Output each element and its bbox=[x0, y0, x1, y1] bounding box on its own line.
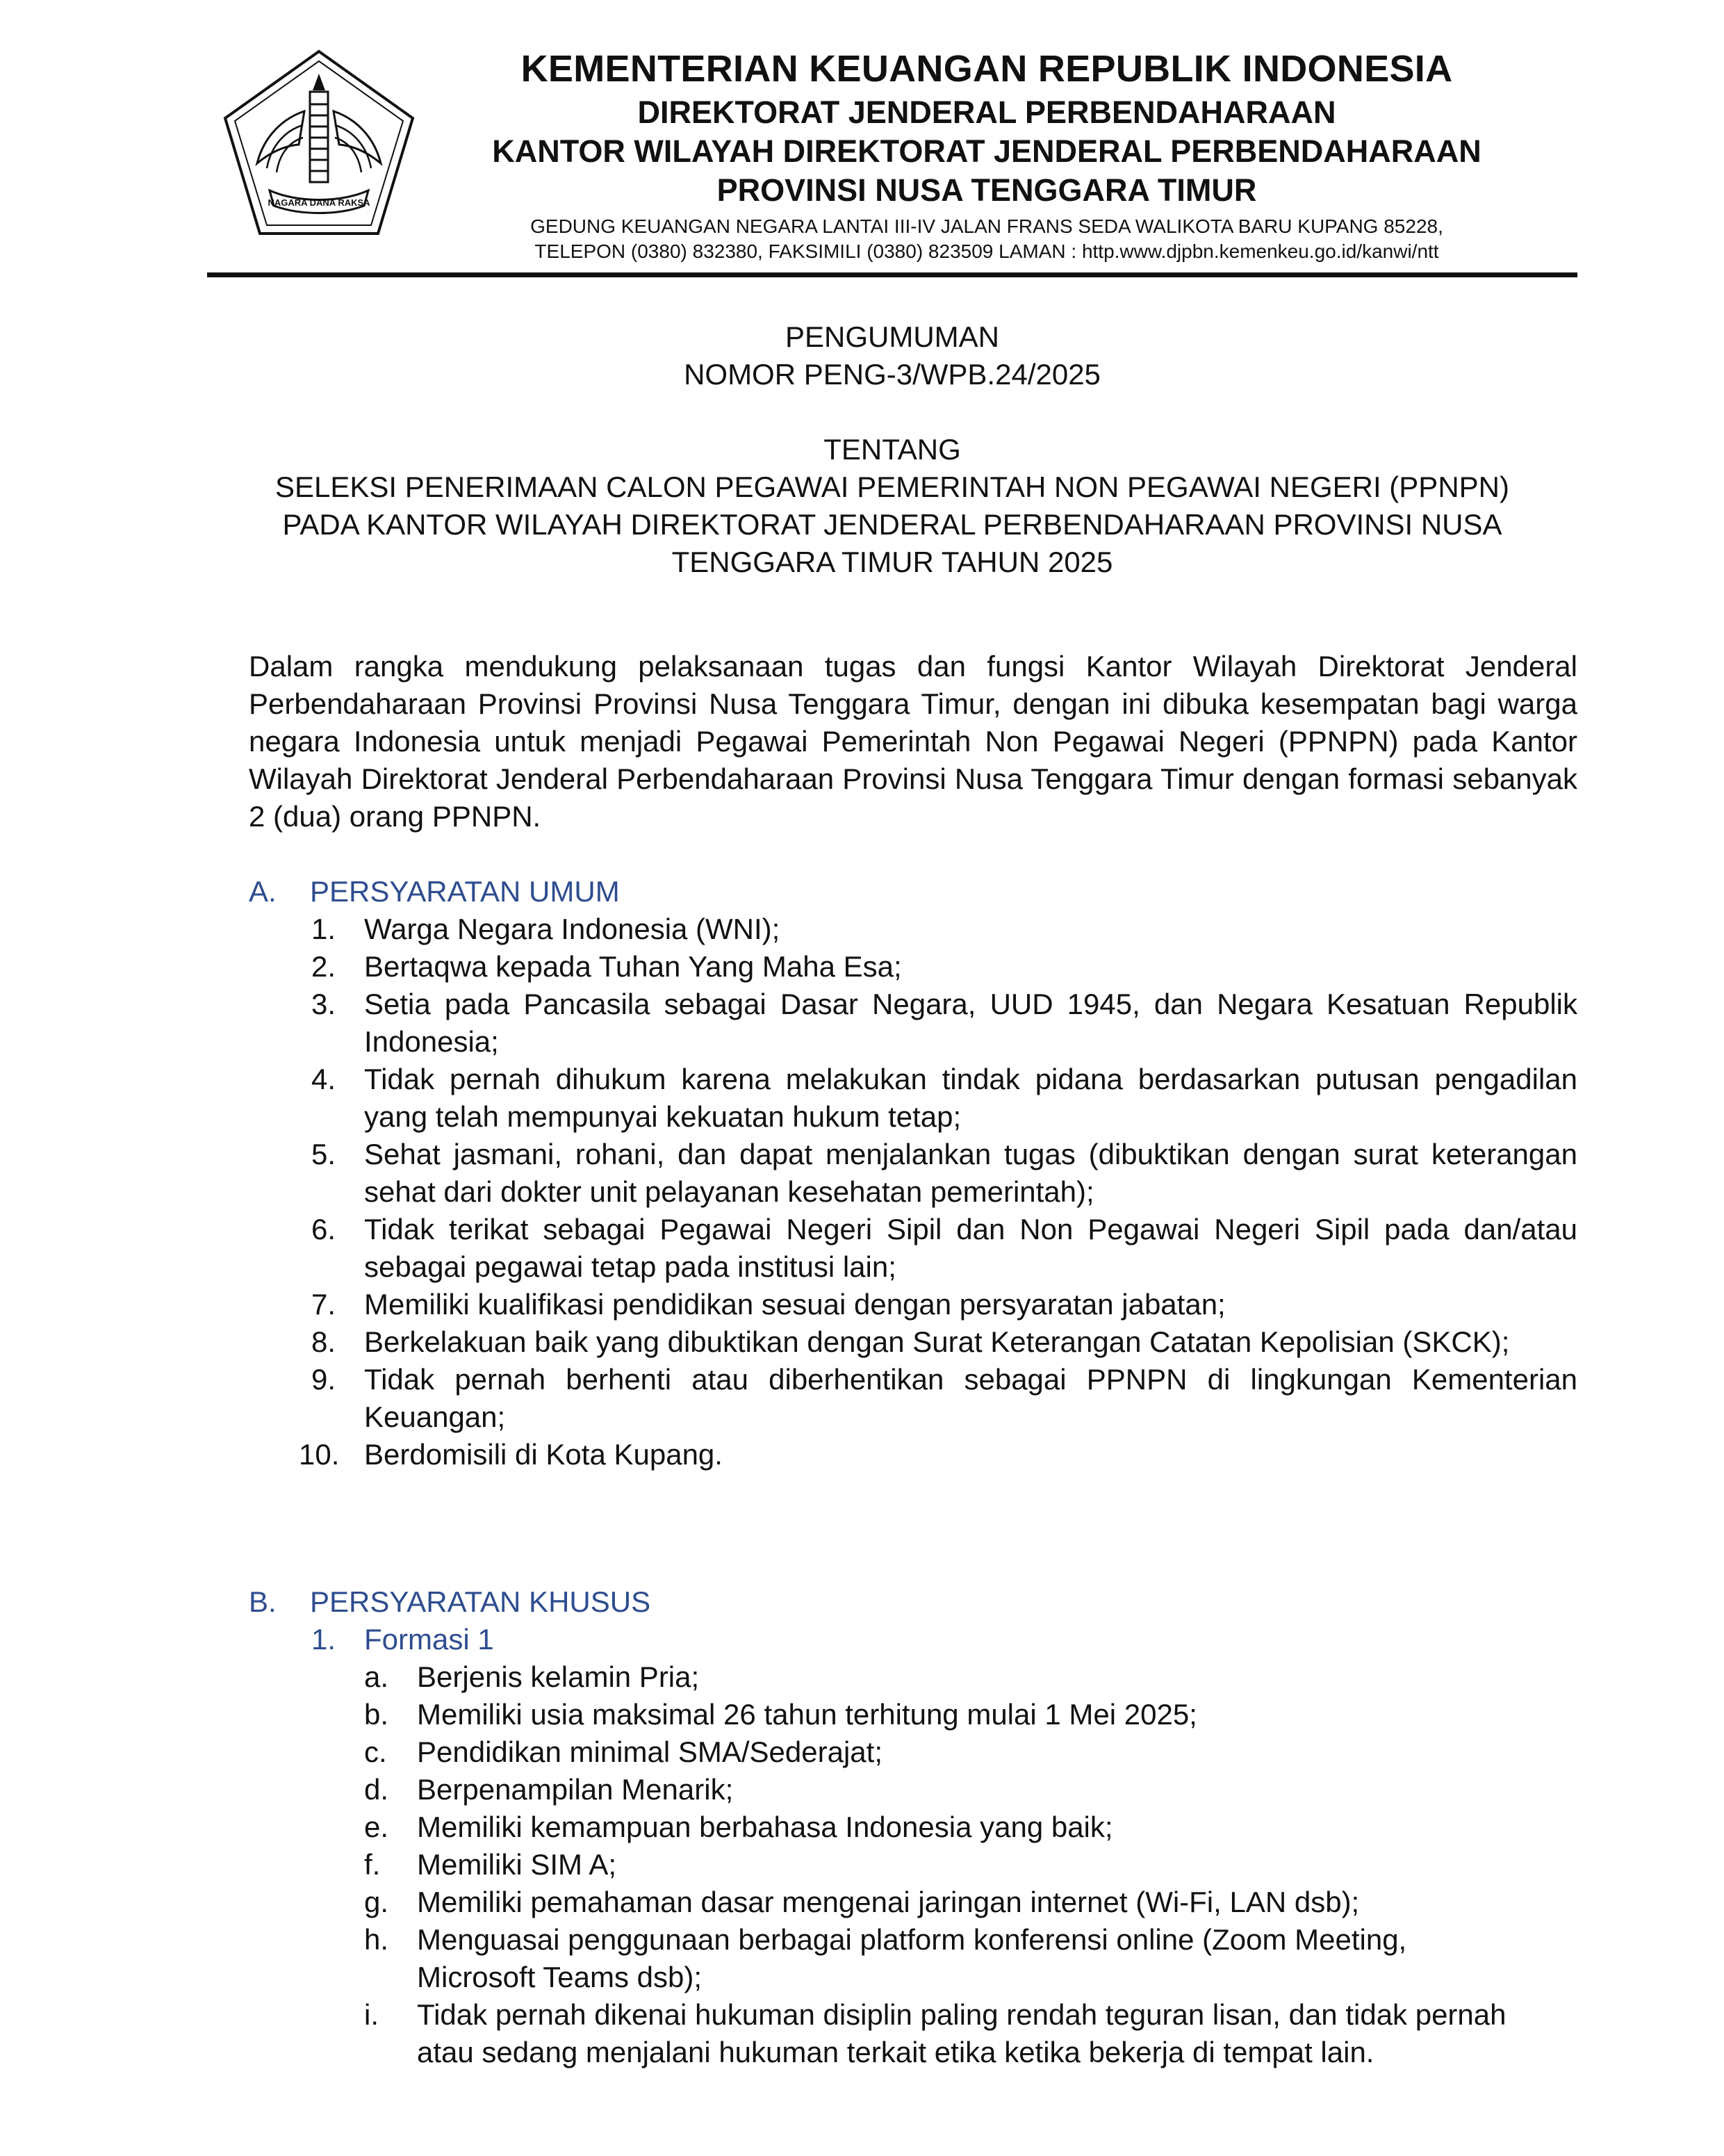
subject-line-3: TENGGARA TIMUR TAHUN 2025 bbox=[671, 546, 1113, 578]
formasi-1-heading: 1. Formasi 1 bbox=[311, 1623, 494, 1656]
subject-line-1: SELEKSI PENERIMAAN CALON PEGAWAI PEMERINTAH NON PEGAWAI NEGERI (PPNPN) bbox=[275, 471, 1509, 503]
list-item: 4. Tidak pernah dihukum karena melakukan tindak pidana berdasarkan putusan pengadilan yang telah mempunyai kekuatan hukum tetap; bbox=[311, 1063, 1577, 1133]
letterhead bbox=[431, 44, 1543, 264]
list-item: 1. Warga Negara Indonesia (WNI); bbox=[311, 913, 780, 945]
announcement-header bbox=[207, 318, 1577, 393]
section-b-heading bbox=[249, 1583, 650, 1621]
svg-text:NAGARA DANA RAKSA: NAGARA DANA RAKSA bbox=[268, 197, 370, 208]
address-line-2: TELEPON (0380) 832380, FAKSIMILI (0380) 823509 LAMAN : http.www.djpbn.kemenkeu.go.id/kanwi/ntt bbox=[534, 240, 1439, 262]
announcement-subject bbox=[207, 431, 1577, 581]
office-name: KANTOR WILAYAH DIREKTORAT JENDERAL PERBENDAHARAAN bbox=[492, 133, 1481, 169]
list-item: c. Pendidikan minimal SMA/Sederajat; bbox=[364, 1736, 882, 1768]
list-item: e. Memiliki kemampuan berbahasa Indonesia yang baik; bbox=[364, 1811, 1113, 1843]
subject-about: TENTANG bbox=[823, 433, 961, 466]
list-item: 9. Tidak pernah berhenti atau diberhentikan sebagai PPNPN di lingkungan Kementerian Keuangan; bbox=[311, 1363, 1577, 1433]
letterhead-divider bbox=[207, 272, 1577, 277]
list-item: 7. Memiliki kualifikasi pendidikan sesuai dengan persyaratan jabatan; bbox=[311, 1288, 1226, 1321]
section-b-title: PERSYARATAN KHUSUS bbox=[310, 1585, 651, 1618]
ministry-name: KEMENTERIAN KEUANGAN REPUBLIK INDONESIA bbox=[520, 48, 1453, 90]
list-item: h. Menguasai penggunaan berbagai platform konferensi online (Zoom Meeting, Microsoft Teams dsb); bbox=[364, 1923, 1407, 1993]
list-item: 10. Berdomisili di Kota Kupang. bbox=[299, 1438, 723, 1471]
section-b-marker: B. bbox=[249, 1585, 277, 1618]
list-item: 3. Setia pada Pancasila sebagai Dasar Negara, UUD 1945, dan Negara Kesatuan Republik Indonesia; bbox=[311, 988, 1577, 1058]
list-item: f. Memiliki SIM A; bbox=[364, 1848, 617, 1881]
section-a-heading bbox=[249, 873, 620, 910]
list-item: 5. Sehat jasmani, rohani, dan dapat menjalankan tugas (dibuktikan dengan surat keterangan sehat dari dokter unit pelayanan kesehatan pemerintah); bbox=[311, 1138, 1577, 1208]
list-item: i. Tidak pernah dikenai hukuman disiplin paling rendah teguran lisan, dan tidak pernah atau sedang menjalani hukuman terkait etika ketika bekerja di tempat lain. bbox=[364, 1998, 1507, 2068]
section-a-title: PERSYARATAN UMUM bbox=[310, 875, 620, 908]
list-item: 8. Berkelakuan baik yang dibuktikan dengan Surat Keterangan Catatan Kepolisian (SKCK); bbox=[311, 1325, 1510, 1358]
subject-line-2: PADA KANTOR WILAYAH DIREKTORAT JENDERAL PERBENDAHARAAN PROVINSI NUSA bbox=[282, 508, 1502, 541]
list-item: d. Berpenampilan Menarik; bbox=[364, 1773, 734, 1806]
directorate-name: DIREKTORAT JENDERAL PERBENDAHARAAN bbox=[637, 95, 1336, 130]
list-item: 6. Tidak terikat sebagai Pegawai Negeri Sipil dan Non Pegawai Negeri Sipil pada dan/atau sebagai pegawai tetap pada institusi lain; bbox=[311, 1213, 1577, 1283]
special-requirements-list bbox=[364, 1658, 1518, 2071]
announcement-number: NOMOR PENG-3/WPB.24/2025 bbox=[684, 358, 1101, 391]
announcement-title: PENGUMUMAN bbox=[785, 320, 999, 353]
address-line-1: GEDUNG KEUANGAN NEGARA LANTAI III-IV JALAN FRANS SEDA WALIKOTA BARU KUPANG 85228, bbox=[530, 215, 1443, 237]
ministry-logo-icon bbox=[221, 49, 417, 238]
general-requirements-list bbox=[299, 910, 1577, 1473]
list-item: b. Memiliki usia maksimal 26 tahun terhitung mulai 1 Mei 2025; bbox=[364, 1698, 1197, 1731]
section-a-marker: A. bbox=[249, 875, 277, 908]
list-item: 2. Bertaqwa kepada Tuhan Yang Maha Esa; bbox=[311, 950, 902, 983]
list-item: a. Berjenis kelamin Pria; bbox=[364, 1660, 700, 1693]
province-name: PROVINSI NUSA TENGGARA TIMUR bbox=[716, 172, 1257, 208]
list-item: g. Memiliki pemahaman dasar mengenai jaringan internet (Wi-Fi, LAN dsb); bbox=[364, 1886, 1360, 1918]
intro-paragraph: Dalam rangka mendukung pelaksanaan tugas dan fungsi Kantor Wilayah Direktorat Jenderal Perbendaharaan Provinsi Provinsi Nusa Tenggara Timur, dengan ini dibuka kesempatan bagi warga negara Indonesia untuk menjadi Pegawai Pemerintah Non Pegawai Negeri (PPNPN) pada Kantor Wilayah Direktorat Jenderal Perbendaharaan Provinsi Nusa Tenggara Timur dengan formasi sebanyak 2 (dua) orang PPNPN. bbox=[249, 650, 1577, 833]
